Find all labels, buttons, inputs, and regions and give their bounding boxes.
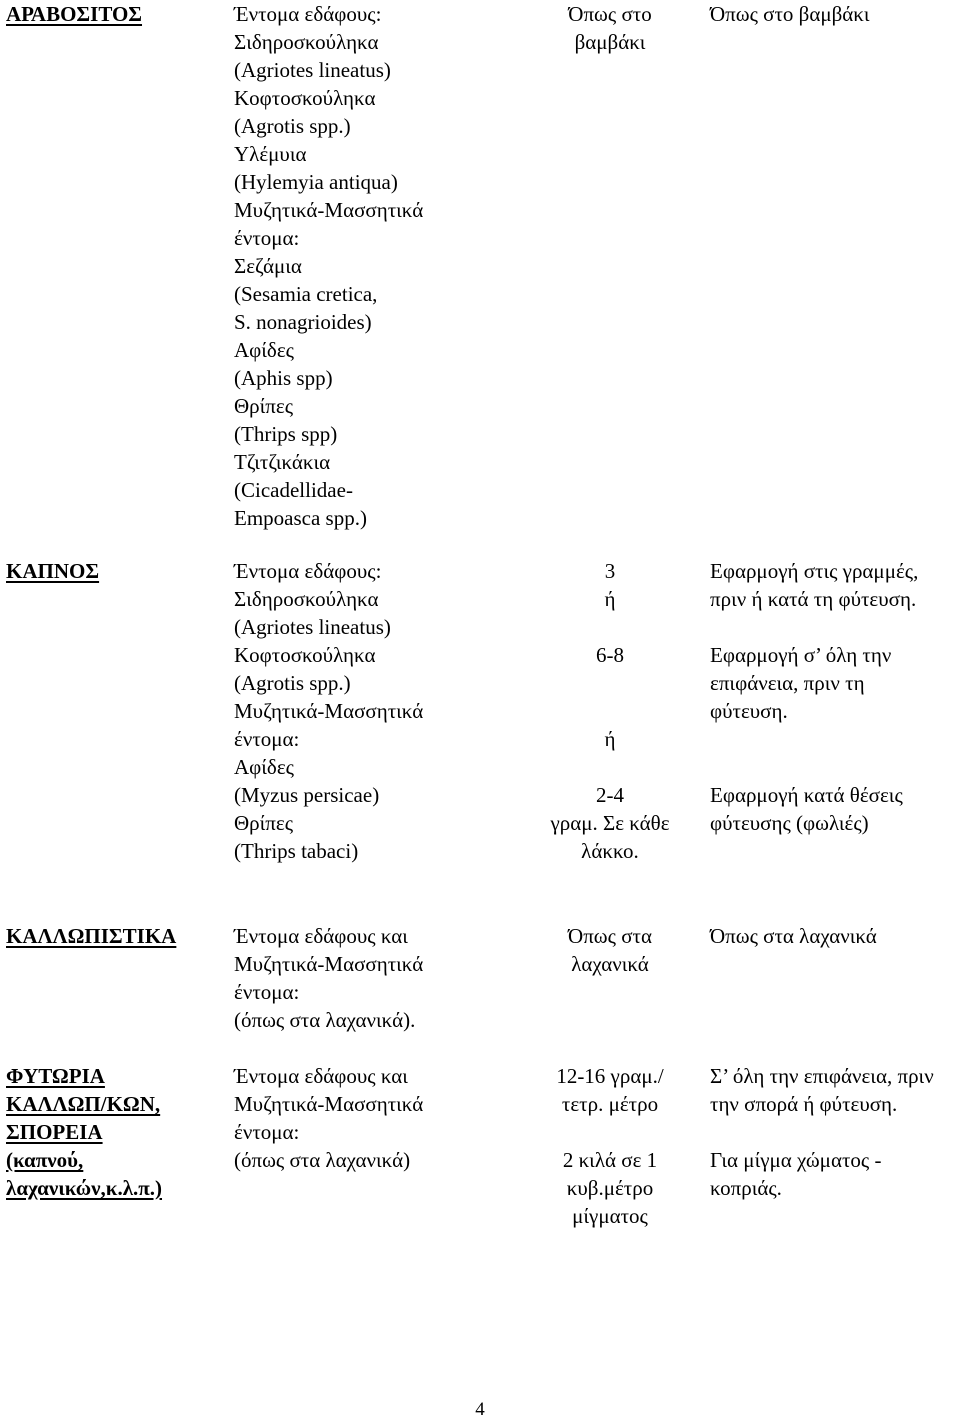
crop-name: ΚΑΠΝΟΣ	[6, 559, 100, 583]
dose-cell: 3 ή 6-8 ή 2-4 γραμ. Σε κάθε λάκκο.	[550, 559, 670, 863]
application-cell: Όπως στο βαμβάκι	[710, 2, 870, 26]
pests-cell: Έντομα εδάφους: Σιδηροσκούληκα (Agriotes lineatus) Κοφτοσκούληκα (Agrotis spp.) Υλέμυια (Hylemyia antiqua) Μυζητικά-Μασσητικά έντομα: Σεζάμια (Sesamia cretica, S. nonagrioides) Αφίδες (Aphis spp) Θρίπες (Thrips spp) Τζιτζικάκια (Cicadellidae- Empoasca spp.)	[234, 2, 424, 530]
crop-name: ΦΥΤΩΡΙΑ ΚΑΛΛΩΠ/ΚΩΝ, ΣΠΟΡΕΙΑ (καπνού, λαχανικών,κ.λ.π.)	[6, 1064, 163, 1200]
application-cell: Εφαρμογή στις γραμμές, πριν ή κατά τη φύτευση. Εφαρμογή σ’ όλη την επιφάνεια, πριν τη φύτευση. Εφαρμογή κατά θέσεις φύτευσης (φωλιές)	[710, 559, 919, 835]
page-number: 4	[475, 1399, 485, 1420]
crop-name: ΑΡΑΒΟΣΙΤΟΣ	[6, 2, 143, 26]
dose-cell: Όπως στα λαχανικά	[568, 924, 652, 976]
pests-cell: Έντομα εδάφους: Σιδηροσκούληκα (Agriotes lineatus) Κοφτοσκούληκα (Agrotis spp.) Μυζητικά-Μασσητικά έντομα: Αφίδες (Myzus persicae) Θρίπες (Thrips tabaci)	[234, 559, 424, 863]
pests-cell: Έντομα εδάφους και Μυζητικά-Μασσητικά έντομα: (όπως στα λαχανικά).	[234, 924, 424, 1032]
pests-cell: Έντομα εδάφους και Μυζητικά-Μασσητικά έντομα: (όπως στα λαχανικά)	[234, 1064, 424, 1172]
dose-cell: Όπως στο βαμβάκι	[568, 2, 652, 54]
crop-name: ΚΑΛΛΩΠΙΣΤΙΚΑ	[6, 924, 177, 948]
application-cell: Όπως στα λαχανικά	[710, 924, 877, 948]
dose-cell: 12-16 γραμ./ τετρ. μέτρο 2 κιλά σε 1 κυβ.μέτρο μίγματος	[556, 1064, 664, 1228]
application-cell: Σ’ όλη την επιφάνεια, πριν την σπορά ή φύτευση. Για μίγμα χώματος - κοπριάς.	[710, 1064, 934, 1200]
